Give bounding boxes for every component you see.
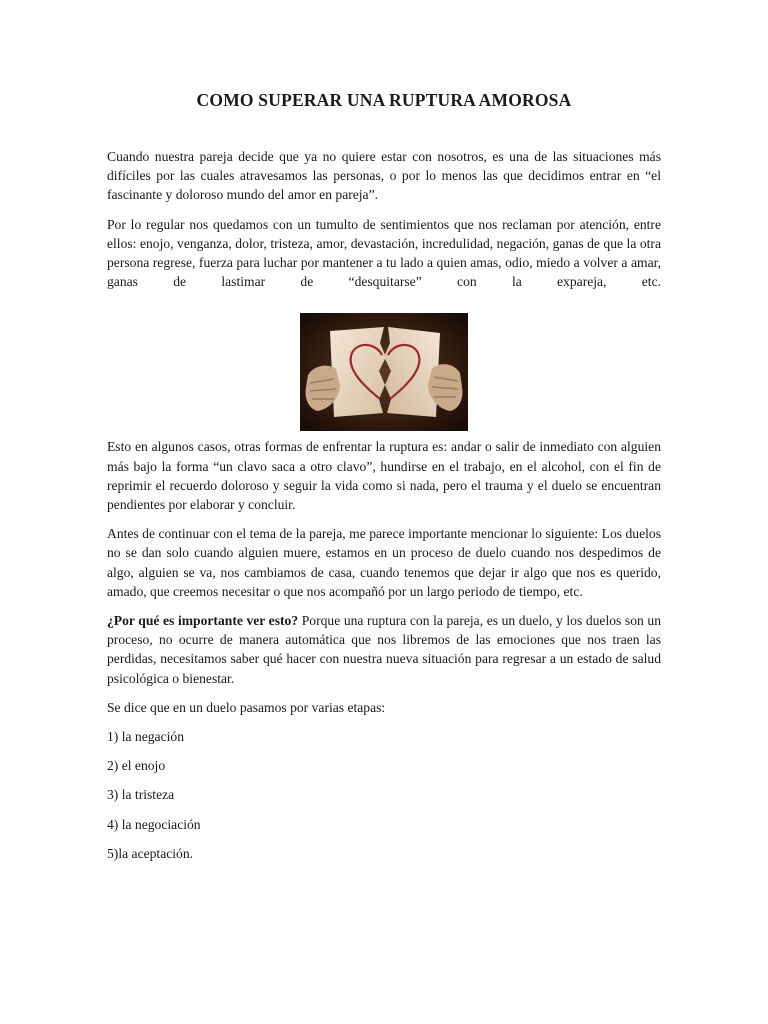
list-item: 4) la negociación <box>107 816 201 832</box>
list-item: 5)la aceptación. <box>107 845 194 861</box>
list-item: 1) la negación <box>107 729 184 745</box>
document-page <box>107 90 661 873</box>
question-bold: ¿Por qué es importante ver esto? <box>107 613 299 629</box>
list-item: 2) el enojo <box>107 758 166 774</box>
paragraph-intro: Cuando nuestra pareja decide que ya no quiere estar con nosotros, es una de las situaciones más difíciles por las cuales atravesamos las personas, o por lo menos las que decidimos entrar en “el fascinante y doloroso mundo del amor en pareja”. <box>107 149 661 203</box>
paragraph-feelings: Por lo regular nos quedamos con un tumulto de sentimientos que nos reclaman por atención, entre ellos: enojo, venganza, dolor, tristeza, amor, devastación, incredulidad, negación, ganas de que la otra persona regrese, fuerza para luchar por mantener a tu lado a quien amas, odio, miedo a volver a amar, ganas de lastimar de “desquitarse” con la expareja, etc. <box>107 216 661 290</box>
paragraph-grief: Antes de continuar con el tema de la pareja, me parece importante mencionar lo siguiente: Los duelos no se dan solo cuando alguien muere, estamos en un proceso de duelo cuando nos despedimos de algo, alguien se va, nos cambiamos de casa, cuando tenemos que dejar ir algo que nos es querido, amado, que creemos necesitar o que nos acompañó por un largo periodo de tiempo, etc. <box>107 526 661 599</box>
paragraph-why-important-text: Porque una ruptura con la pareja, es un duelo, y los duelos son un proceso, no ocurre de manera automática que nos libremos de las emociones que nos traen las perdidas, necesitamos saber qué hacer con nuestra nueva situación para regresar a un estado de salud psicológica o bienestar. <box>107 613 661 686</box>
stages-list <box>107 727 661 863</box>
list-item: 3) la tristeza <box>107 787 175 803</box>
paragraph-why-important <box>107 611 661 688</box>
torn-heart-photo <box>300 313 468 431</box>
paragraph-ways-to-cope: Esto en algunos casos, otras formas de enfrentar la ruptura es: andar o salir de inmediato con alguien más bajo la forma “un clavo saca a otro clavo”, hundirse en el trabajo, en el alcohol, con el fin de reprimir el recuerdo doloroso y seguir la vida como si nada, pero el trauma y el duelo se encuentran pendientes por elaborar y concluir. <box>107 439 661 513</box>
paragraph-stages-intro: Se dice que en un duelo pasamos por varias etapas: <box>107 699 386 715</box>
document-title: COMO SUPERAR UNA RUPTURA AMOROSA <box>196 90 572 110</box>
torn-heart-illustration <box>300 313 468 431</box>
